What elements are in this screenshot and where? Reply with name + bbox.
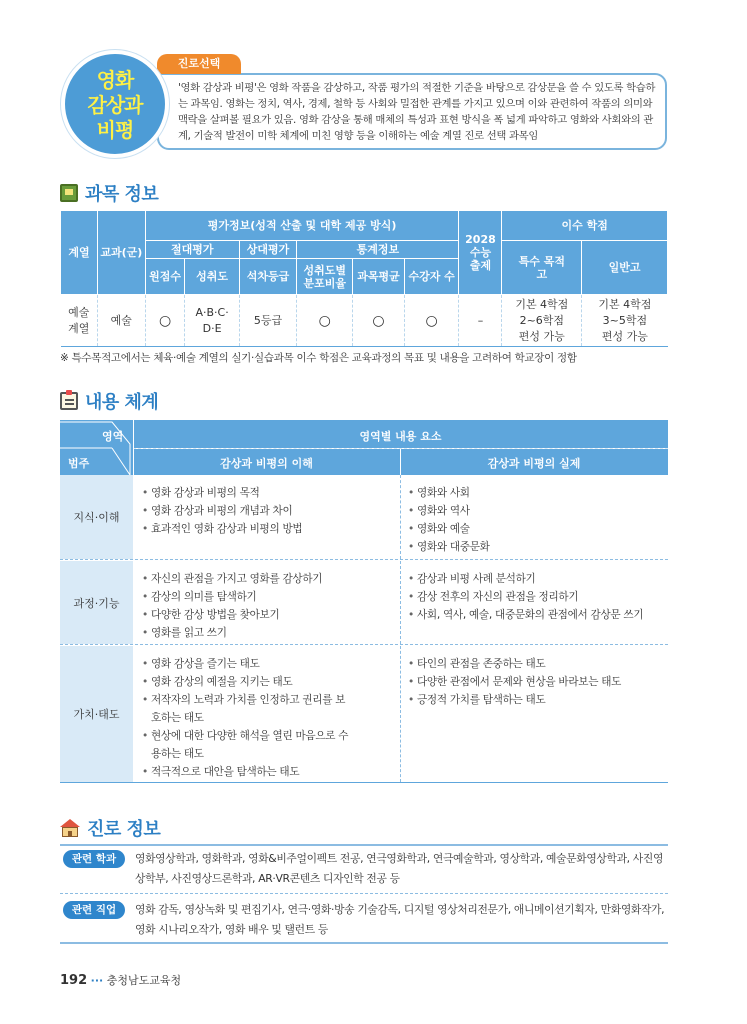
content-cell [408,561,664,644]
list-item: • 영화와 사회 [408,484,664,502]
td-mean: ○ [353,295,405,347]
header-content-elements: 영역별 내용 요소 [359,430,442,443]
td-special [502,295,582,347]
th-relative: 상대평가 [239,241,297,259]
subject-title [65,68,165,143]
td-suneung: – [459,295,502,347]
table-row [60,475,668,560]
credits-note: ※ 특수목적고에서는 체육·예술 계열의 실기·실습과목 이수 학점은 교육과정의 목표 및 내용을 고려하여 학교장이 정함 [60,352,577,364]
list-item: • 영화 감상과 비평의 목적 [142,484,394,502]
list-item: • 영화 감상의 예절을 지키는 태도 [142,673,394,691]
list-item: • 현상에 대한 다양한 해석을 열린 마음으로 수용하는 태도 [142,727,394,763]
related-jobs-row [60,900,668,940]
list-item: • 타인의 관점을 존중하는 태도 [408,655,664,673]
list-item: • 감상의 의미를 탐색하기 [142,588,394,606]
td-general [582,295,668,347]
list-item: • 영화를 읽고 쓰기 [142,624,394,642]
column-divider [400,561,401,644]
th-students: 수강자 수 [404,259,459,295]
th-general: 일반고 [582,241,668,295]
list-item: • 감상과 비평 사례 분석하기 [408,570,664,588]
corner-label-area: 영역 [102,430,124,443]
table-row [60,561,668,645]
th-suneung-text: 2028 수능 출제 [465,233,496,272]
section-title: 과목 정보 [85,184,159,205]
td-achievement [185,295,239,347]
category-cell: 과정·기능 [60,561,133,644]
section-content-system-heading [60,388,158,414]
list-item: • 영화 감상을 즐기는 태도 [142,655,394,673]
content-cell [408,646,664,782]
td-general-text: 기본 4학점 3~5학점 편성 가능 [598,297,652,343]
related-majors-row [60,849,668,889]
td-achievement-ratio: ○ [297,295,353,347]
category-cell: 지식·이해 [60,475,133,559]
list-item: • 다양한 감상 방법을 찾아보기 [142,606,394,624]
column-divider [400,646,401,782]
subject-title-line-2: 감상과 [87,93,143,117]
th-special-text: 특수 목적고 [518,254,565,281]
list-item: • 긍정적 가치를 탐색하는 태도 [408,691,664,709]
footer-organization: 충청남도교육청 [106,974,182,987]
related-majors-badge: 관련 학과 [63,850,125,868]
list-item: • 다양한 관점에서 문제와 현상을 바라보는 태도 [408,673,664,691]
page-number: 192 [60,973,88,988]
content-cell [142,646,394,782]
section-title: 진로 정보 [87,819,161,840]
th-series: 계열 [61,211,98,295]
td-achievement-text: A·B·C· D·E [195,305,229,335]
list-item: • 영화와 예술 [408,520,664,538]
table-row [60,646,668,783]
td-subject-group: 예술 [97,295,145,347]
td-raw-score: ○ [145,295,185,347]
content-cell [142,561,394,644]
list-item: • 자신의 관점을 가지고 영화를 감상하기 [142,570,394,588]
related-jobs-text: 영화 감독, 영상녹화 및 편집기사, 연극·영화·방송 기술감독, 디지털 영상처리전문가, 애니메이션기획자, 만화영화작가, 영화 시나리오작가, 영화 배우 및 탤런트 등 [135,903,665,936]
td-rank: 5등급 [239,295,297,347]
list-item: • 저작자의 노력과 가치를 인정하고 권리를 보호하는 태도 [142,691,394,727]
th-suneung [459,211,502,295]
list-item: • 영화 감상과 비평의 개념과 차이 [142,502,394,520]
list-item: • 감상 전후의 자신의 관점을 정리하기 [408,588,664,606]
section-career-info-heading [60,815,160,841]
td-series [61,295,98,347]
th-achievement-ratio [297,259,353,295]
th-rank: 석차등급 [239,259,297,295]
list-item: • 영화와 역사 [408,502,664,520]
school-icon [60,819,80,837]
section-subject-info-heading [60,180,158,206]
content-cell [142,475,394,559]
subject-type-tag: 진로선택 [157,54,241,74]
list-item: • 영화와 대중문화 [408,538,664,556]
header-col-practice: 감상과 비평의 실제 [487,457,581,470]
th-eval-info: 평가정보(성적 산출 및 대학 제공 방식) [145,211,459,241]
clipboard-icon [60,392,78,410]
subject-info-table [60,210,668,347]
th-credits: 이수 학점 [502,211,668,241]
th-raw-score: 원점수 [145,259,185,295]
th-achievement: 성취도 [185,259,239,295]
page-footer [60,972,181,988]
th-achievement-ratio-text: 성취도별 분포비율 [303,263,346,290]
book-icon [60,184,78,202]
list-item: • 사회, 역사, 예술, 대중문화의 관점에서 감상문 쓰기 [408,606,664,624]
related-jobs-badge: 관련 직업 [63,901,125,919]
subject-description: '영화 감상과 비평'은 영화 작품을 감상하고, 작품 평가의 적절한 기준을 바탕으로 감상문을 쓸 수 있도록 학습하는 과목임. 영화는 정치, 역사, 경제, 철학 등 사회와 밀접한 관계를 가지고 있으며 이와 관련하여 작품의 의미와 맥락을 살펴볼 필요가 있음. 영화 감상을 통해 매체의 특성과 표현 방식을 폭 넓게 파악하고 영화와 사회와의 관계, 기술적 발전이 미학 체계에 미친 영향 등을 이해하는 예술 계열 진로 선택 과목임 [178,82,656,142]
th-mean: 과목평균 [353,259,405,295]
subject-title-badge [61,50,169,158]
th-stats: 통계정보 [297,241,459,259]
td-special-text: 기본 4학점 2~6학점 편성 가능 [515,297,569,343]
related-majors-text: 영화영상학과, 영화학과, 영화&비주얼이펙트 전공, 연극영화학과, 연극예술학과, 영상학과, 예술문화영상학과, 사진영상학부, 사진영상드론학과, AR·VR콘텐츠 디자인학 전공 등 [135,852,664,885]
career-top-rule [60,844,668,846]
subject-title-line-3: 비평 [96,118,134,142]
table-row [61,295,668,347]
career-divider [60,893,668,894]
corner-label-category: 범주 [68,457,90,470]
list-item: • 효과적인 영화 감상과 비평의 방법 [142,520,394,538]
career-bottom-rule [60,942,668,944]
category-cell: 가치·태도 [60,646,133,782]
subject-title-line-1: 영화 [96,68,134,92]
td-students: ○ [404,295,459,347]
th-absolute: 절대평가 [145,241,239,259]
td-series-text: 예술 계열 [68,305,90,335]
header-col-understanding: 감상과 비평의 이해 [220,457,313,470]
th-special [502,241,582,295]
content-cell [408,475,664,559]
th-subject-group: 교과(군) [97,211,145,295]
list-item: • 적극적으로 대안을 탐색하는 태도 [142,763,394,781]
column-divider [400,475,401,559]
section-title: 내용 체계 [85,392,159,413]
footer-dots: ··· [90,974,104,987]
